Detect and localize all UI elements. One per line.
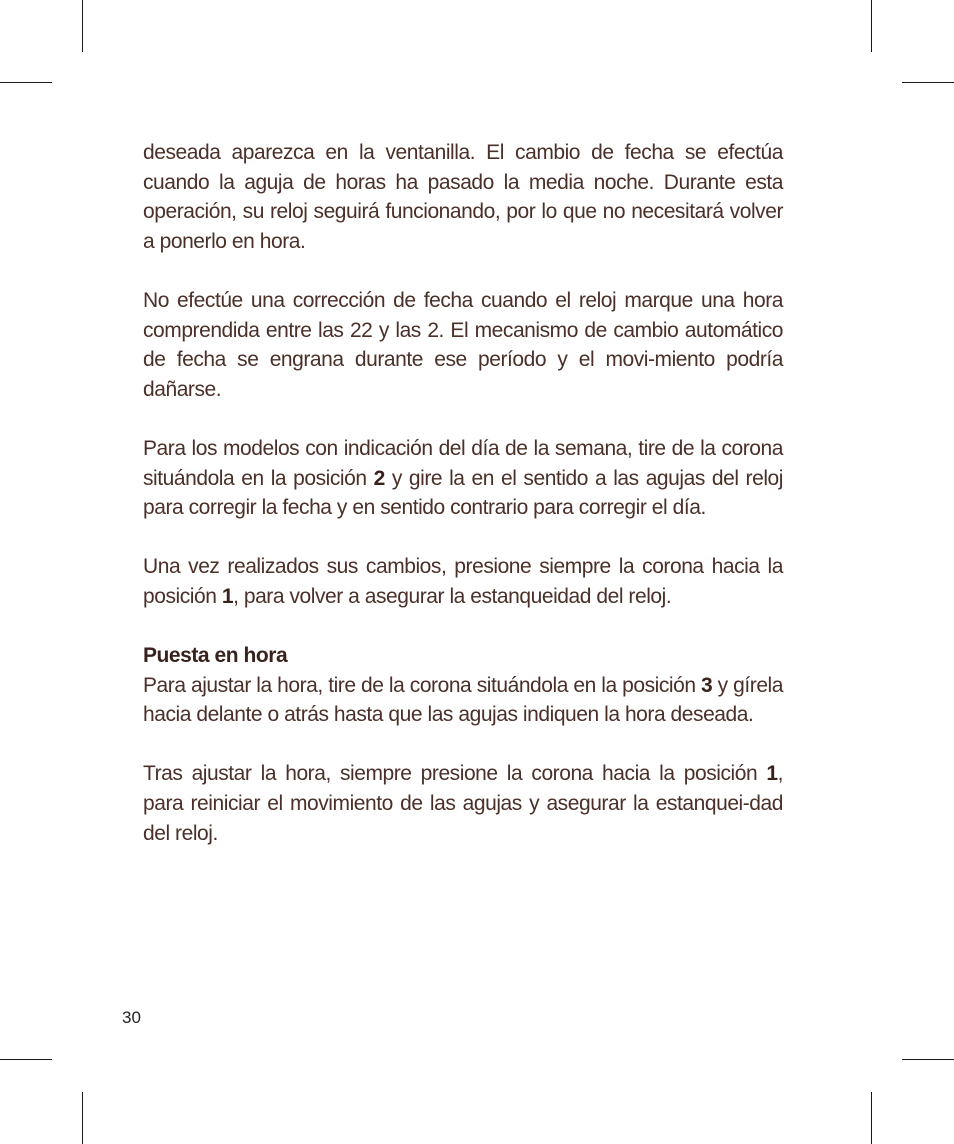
crop-mark-bottom-right-horizontal	[902, 1059, 954, 1060]
position-number: 1	[766, 762, 778, 786]
page-body	[143, 138, 783, 878]
page-number: 30	[122, 1008, 141, 1027]
paragraph-after-set-time	[143, 759, 783, 848]
paragraph-press-crown	[143, 552, 783, 611]
crop-mark-top-left-horizontal	[0, 82, 52, 83]
paragraph-date-warning: No efectúe una corrección de fecha cuando el reloj marque una hora comprendida entre las 22 y las 2. El mecanismo de cambio automático de fecha se engrana durante ese período y el movi-miento podría dañarse.	[143, 288, 783, 401]
text-run: y gírela hacia delante o atrás hasta que las agujas indiquen la hora deseada.	[143, 673, 783, 727]
position-number: 1	[221, 584, 234, 608]
position-number: 2	[373, 466, 385, 490]
crop-mark-bottom-right-vertical	[871, 1092, 872, 1144]
paragraph-set-time	[143, 671, 783, 730]
crop-mark-top-right-vertical	[871, 0, 872, 52]
text-run: Para ajustar la hora, tire de la corona situándola en la posición	[143, 673, 702, 697]
crop-mark-top-left-vertical	[82, 0, 83, 52]
paragraph-date-change: deseada aparezca en la ventanilla. El cambio de fecha se efectúa cuando la aguja de horas ha pasado la media noche. Durante esta operación, su reloj seguirá funcionando, por lo que no necesitará volver a ponerlo en hora.	[143, 141, 783, 253]
text-run: Tras ajustar la hora, siempre presione la corona hacia la posición	[143, 762, 767, 786]
paragraph-weekday-models	[143, 434, 783, 523]
crop-mark-top-right-horizontal	[902, 82, 954, 83]
text-run: Para los modelos con indicación del día de la semana, tire de la corona situándola en la posición	[143, 436, 783, 490]
text-run: , para reiniciar el movimiento de las agujas y asegurar la estanquei-dad del reloj.	[143, 762, 783, 845]
section-title-puesta-en-hora: Puesta en hora	[143, 644, 288, 668]
text-run: y gire la en el sentido a las agujas del reloj para corregir la fecha y en sentido contrario para corregir el día.	[143, 466, 783, 520]
text-run: , para volver a asegurar la estanqueidad del reloj.	[233, 584, 672, 608]
position-number: 3	[701, 673, 713, 697]
text-run: Una vez realizados sus cambios, presione siempre la corona hacia la posición	[143, 555, 783, 608]
crop-mark-bottom-left-vertical	[82, 1092, 83, 1144]
crop-mark-bottom-left-horizontal	[0, 1059, 52, 1060]
